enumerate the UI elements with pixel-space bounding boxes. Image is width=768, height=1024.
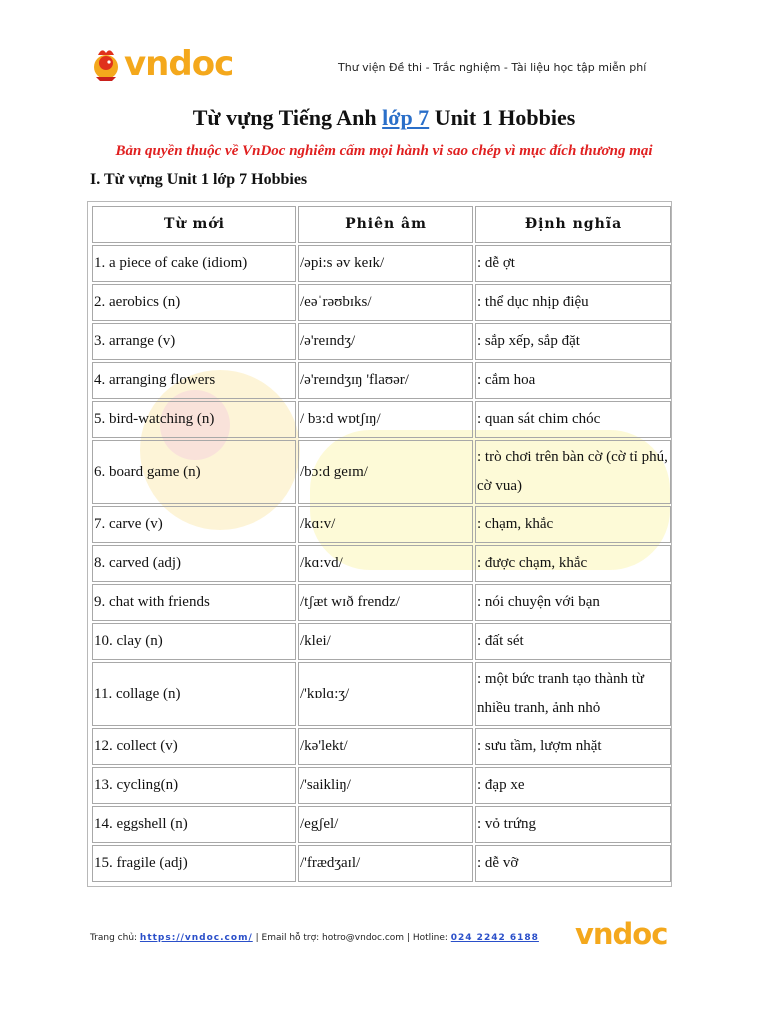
cell-definition: : được chạm, khắc [475,545,671,582]
header-definition: Định nghĩa [475,206,671,243]
copyright-notice: Bản quyền thuộc về VnDoc nghiêm cấm mọi hành vi sao chép vì mục đích thương mại [115,143,653,159]
title-suffix: Unit 1 Hobbies [429,105,576,130]
table-row [92,440,671,504]
table-row [92,584,671,621]
cell-word: 6. board game (n) [92,440,296,504]
cell-definition: : sưu tầm, lượm nhặt [475,728,671,765]
cell-phonetic: / bɜ:d wɒtʃɪŋ/ [298,401,473,438]
table-row [92,545,671,582]
logo-wordmark: vndoc [124,44,234,84]
cell-phonetic: /ə'reɪndʒ/ [298,323,473,360]
cell-phonetic: /ə'reɪndʒɪŋ 'flaʊər/ [298,362,473,399]
cell-word: 13. cycling(n) [92,767,296,804]
table-row [92,506,671,543]
cell-word: 14. eggshell (n) [92,806,296,843]
table-row [92,284,671,321]
cell-definition: : dễ ợt [475,245,671,282]
site-tagline: Thư viện Đề thi - Trắc nghiệm - Tài liệu học tập miễn phí [338,61,647,74]
cell-definition: : vỏ trứng [475,806,671,843]
cell-word: 3. arrange (v) [92,323,296,360]
footer-hotline-link[interactable]: 024 2242 6188 [450,933,539,943]
vocabulary-table [87,201,672,887]
cell-definition: : thể dục nhịp điệu [475,284,671,321]
cell-phonetic: /tʃæt wɪð frendz/ [298,584,473,621]
cell-definition: : nói chuyện với bạn [475,584,671,621]
table-row [92,245,671,282]
cell-phonetic: /kə'lekt/ [298,728,473,765]
header-new-word: Từ mới [92,206,296,243]
cell-word: 5. bird-watching (n) [92,401,296,438]
cell-phonetic: /'kɒlɑ:ʒ/ [298,662,473,726]
grade-link[interactable]: lớp 7 [382,105,430,130]
rooster-mascot-icon [90,47,122,81]
table-row [92,323,671,360]
footer-contact-text: | Email hỗ trợ: hotro@vndoc.com | Hotline: [252,933,451,943]
cell-phonetic: /kɑ:vd/ [298,545,473,582]
cell-phonetic: /bɔ:d geɪm/ [298,440,473,504]
cell-definition: : cắm hoa [475,362,671,399]
cell-phonetic: /'saikliŋ/ [298,767,473,804]
cell-definition: : quan sát chim chóc [475,401,671,438]
header-phonetic: Phiên âm [298,206,473,243]
cell-definition: : sắp xếp, sắp đặt [475,323,671,360]
cell-phonetic: /əpi:s əv keɪk/ [298,245,473,282]
footer-home-label: Trang chủ: [90,933,140,943]
page-title [0,105,768,131]
table-row [92,623,671,660]
cell-word: 2. aerobics (n) [92,284,296,321]
cell-word: 1. a piece of cake (idiom) [92,245,296,282]
table-row [92,767,671,804]
cell-definition: : một bức tranh tạo thành từ nhiều tranh, ảnh nhỏ [475,662,671,726]
footer-home-link[interactable]: https://vndoc.com/ [139,933,253,943]
cell-phonetic: /'frædʒaɪl/ [298,845,473,882]
vndoc-logo[interactable] [90,44,233,84]
cell-word: 15. fragile (adj) [92,845,296,882]
table-row [92,662,671,726]
footer-logo[interactable]: vndoc [575,917,668,951]
cell-word: 4. arranging flowers [92,362,296,399]
cell-definition: : chạm, khắc [475,506,671,543]
table-row [92,401,671,438]
table-row [92,728,671,765]
cell-phonetic: /klei/ [298,623,473,660]
table-header-row [92,206,671,243]
cell-phonetic: /kɑ:v/ [298,506,473,543]
cell-word: 10. clay (n) [92,623,296,660]
cell-definition: : đạp xe [475,767,671,804]
cell-word: 11. collage (n) [92,662,296,726]
cell-word: 7. carve (v) [92,506,296,543]
cell-word: 12. collect (v) [92,728,296,765]
cell-phonetic: /eəˈrəʊbɪks/ [298,284,473,321]
table-row [92,362,671,399]
cell-definition: : dễ vỡ [475,845,671,882]
cell-phonetic: /egʃel/ [298,806,473,843]
cell-word: 9. chat with friends [92,584,296,621]
table-row [92,806,671,843]
section-heading: I. Từ vựng Unit 1 lớp 7 Hobbies [90,171,308,188]
cell-definition: : đất sét [475,623,671,660]
cell-definition: : trò chơi trên bàn cờ (cờ tỉ phú, cờ vua) [475,440,671,504]
table-row [92,845,671,882]
page-footer [90,933,539,943]
title-prefix: Từ vựng Tiếng Anh [192,105,383,130]
cell-word: 8. carved (adj) [92,545,296,582]
